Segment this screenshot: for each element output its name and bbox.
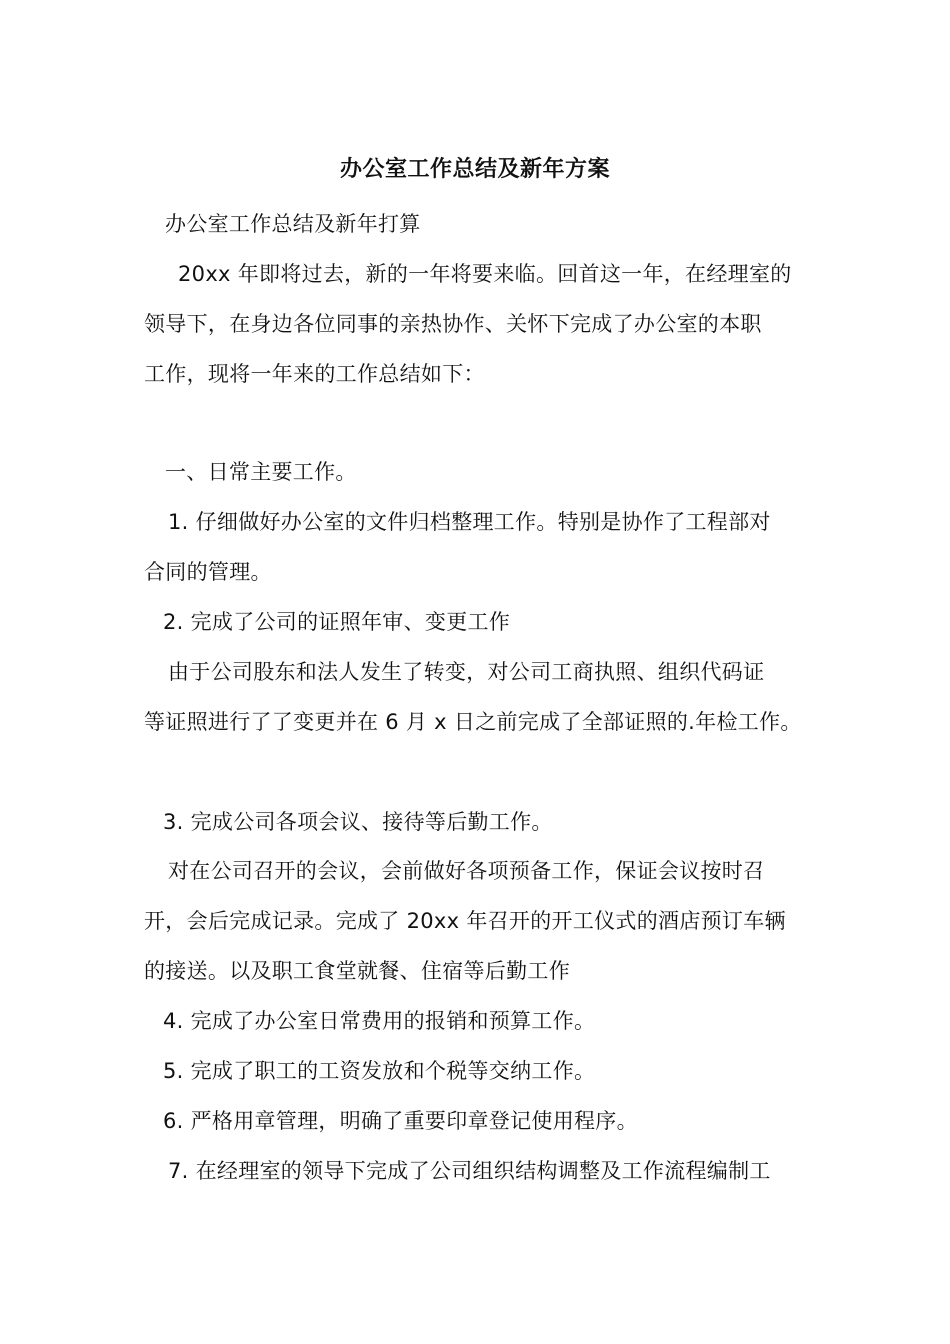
paragraph-line: 工作，现将一年来的工作总结如下： [144,362,485,386]
list-item: 1. 仔细做好办公室的文件归档整理工作。特别是协作了工程部对 [168,510,771,534]
paragraph-line: 合同的管理。 [144,560,272,584]
section-heading: 一、日常主要工作。 [165,460,357,484]
paragraph-line: 领导下，在身边各位同事的亲热协作、关怀下完成了办公室的本职 [144,312,762,336]
paragraph-line: 对在公司召开的会议，会前做好各项预备工作，保证会议按时召 [168,859,765,883]
paragraph-line: 由于公司股东和法人发生了转变，对公司工商执照、组织代码证 [168,660,765,684]
list-item: 4. 完成了办公室日常费用的报销和预算工作。 [163,1009,596,1033]
list-item: 5. 完成了职工的工资发放和个税等交纳工作。 [163,1059,596,1083]
list-item: 3. 完成公司各项会议、接待等后勤工作。 [163,810,553,834]
paragraph-line: 办公室工作总结及新年打算 [165,212,421,236]
list-item: 7. 在经理室的领导下完成了公司组织结构调整及工作流程编制工 [168,1159,771,1183]
list-item: 2. 完成了公司的证照年审、变更工作 [163,610,511,634]
list-item: 6. 严格用章管理，明确了重要印章登记使用程序。 [163,1109,638,1133]
paragraph-line: 等证照进行了了变更并在 6 月 x 日之前完成了全部证照的.年检工作。 [144,710,802,734]
paragraph-line: 的接送。以及职工食堂就餐、住宿等后勤工作 [144,959,570,983]
paragraph-line: 开，会后完成记录。完成了 20xx 年召开的开工仪式的酒店预订车辆 [144,909,786,933]
document-title: 办公室工作总结及新年方案 [339,157,610,182]
paragraph-line: 20xx 年即将过去，新的一年将要来临。回首这一年，在经理室的 [178,262,792,286]
